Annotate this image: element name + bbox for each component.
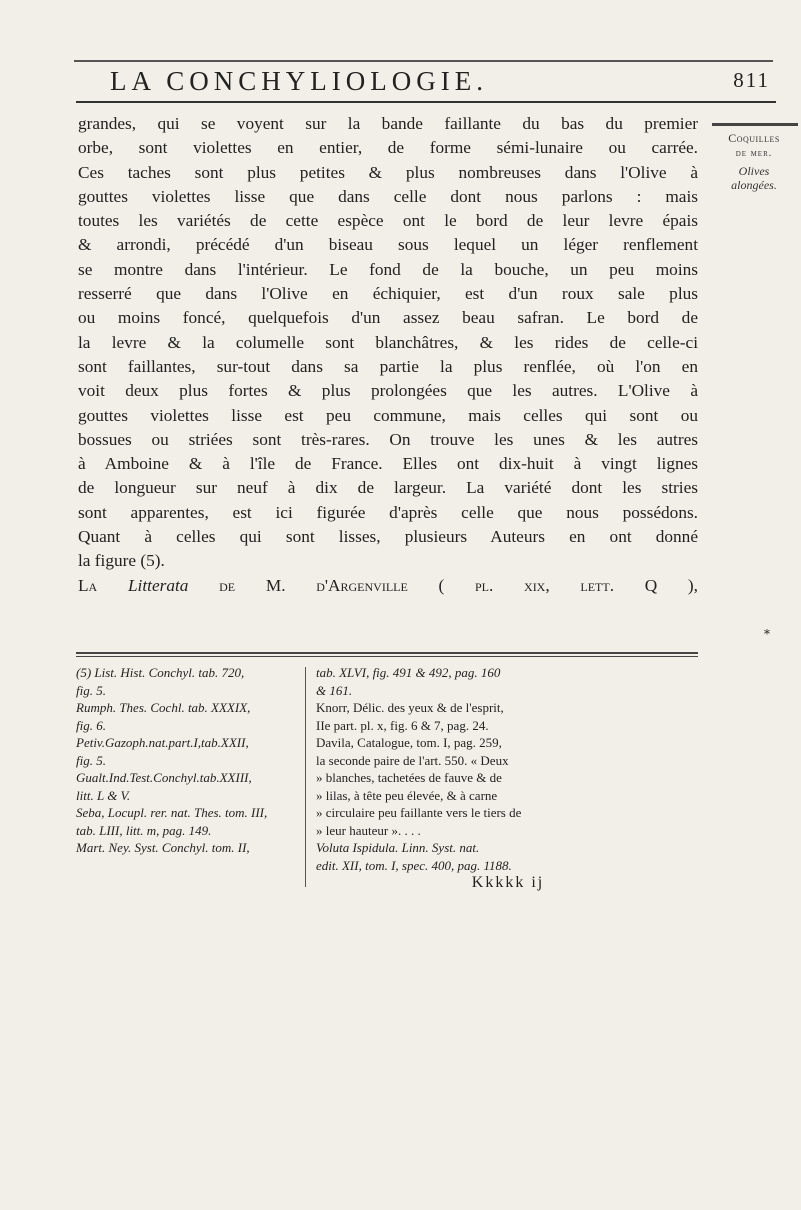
body-line: & arrondi, précédé d'un biseau sous lequel un léger renflement (78, 235, 698, 255)
margin-note-coquilles: Coquilles (728, 131, 780, 145)
body-line: ou moins foncé, quelquefois d'un assez beau safran. Le bord de (78, 308, 698, 328)
margin-ornament (712, 123, 798, 126)
body-line: gouttes violettes lisse est peu commune, mais celles qui sont ou (78, 405, 698, 425)
body-line: la levre & la columelle sont blanchâtres, & les rides de celle-ci (78, 332, 698, 352)
footnote-line: Seba, Locupl. rer. nat. Thes. tom. III, (76, 805, 268, 820)
footnote-line: Voluta Ispidula. Linn. Syst. nat. (316, 840, 480, 855)
footnote-line: & 161. (316, 682, 353, 698)
body-line: Quant à celles qui sont lisses, plusieurs Auteurs en ont donné (78, 527, 698, 547)
footnote-line: » circulaire peu faillante vers le tiers de (316, 805, 522, 820)
footnote-line: edit. XII, tom. I, spec. 400, pag. 1188. (316, 857, 512, 873)
body-line: Ces taches sont plus petites & plus nombreuses dans l'Olive à (78, 162, 698, 182)
footnote-line: litt. L & V. (76, 787, 131, 803)
body-line: de longueur sur neuf à dix de largeur. La variété dont les stries (78, 478, 698, 498)
margin-note-olives: Olives (738, 164, 770, 178)
litterata-name: Litterata (127, 575, 189, 595)
head-rule (76, 101, 776, 103)
footnote-line: » blanches, tachetées de fauve & de (316, 770, 502, 785)
body-text (78, 112, 698, 598)
litterata-prefix: La (78, 575, 128, 595)
footnote-rule (76, 652, 698, 654)
top-rule (74, 60, 773, 62)
body-line: grandes, qui se voyent sur la bande faillante du bas du premier (78, 114, 698, 133)
footnote-line: fig. 6. (76, 717, 106, 733)
footnote-line: fig. 5. (76, 682, 106, 698)
body-line: voit deux plus fortes & plus prolongées que les autres. L'Olive à (78, 381, 698, 401)
footnote-line: tab. LIII, litt. m, pag. 149. (76, 822, 212, 838)
body-line: orbe, sont violettes en entier, de forme sémi-lunaire ou carrée. (78, 138, 698, 158)
body-line: sont apparentes, est ici figurée d'après celle que nous possédons. (78, 502, 698, 522)
body-line-litterata (78, 574, 698, 598)
footnote-line: tab. XLVI, fig. 491 & 492, pag. 160 (316, 665, 501, 680)
body-line: toutes les variétés de cette espèce ont le bord de leur levre épais (78, 211, 698, 231)
footnote-line: Mart. Ney. Syst. Conchyl. tom. II, (76, 840, 250, 855)
body-line: gouttes violettes lisse que dans celle dont nous parlons : mais (78, 186, 698, 206)
footnote-column-divider (305, 667, 306, 887)
footnote-line: » lilas, à tête peu élevée, & à carne (316, 787, 498, 803)
margin-note-de-mer: de mer. (735, 148, 773, 159)
footnote-line: Petiv.Gazoph.nat.part.I,tab.XXII, (76, 735, 249, 750)
footnotes-right-column (316, 664, 700, 892)
page-number: 811 (733, 68, 770, 92)
margin-note-alongees: alongées. (731, 178, 777, 192)
body-line: se montre dans l'intérieur. Le fond de la bouche, un peu moins (78, 259, 698, 279)
body-line: bossues ou striées sont très-rares. On trouve les unes & les autres (78, 429, 698, 449)
signature-mark: Kkkkk ij (471, 874, 545, 891)
footnote-line: Knorr, Délic. des yeux & de l'esprit, (316, 700, 504, 715)
body-line: à Amboine & à l'île de France. Elles ont dix-huit à vingt lignes (78, 454, 698, 474)
footnote-line: fig. 5. (76, 752, 106, 768)
footnote-line: Davila, Catalogue, tom. I, pag. 259, (316, 735, 502, 750)
footnote-line: (5) List. Hist. Conchyl. tab. 720, (76, 665, 245, 680)
body-line: sont faillantes, sur-tout dans sa partie la plus renflée, où l'on en (78, 356, 698, 376)
margin-notes (708, 123, 800, 192)
footnote-line: Rumph. Thes. Cochl. tab. XXXIX, (76, 700, 251, 715)
footnote-line: IIe part. pl. x, fig. 6 & 7, pag. 24. (316, 717, 489, 733)
body-line: la figure (5). (78, 551, 165, 571)
margin-star-mark: * (764, 627, 770, 641)
footnotes-left-column (76, 664, 298, 857)
footnote-line: Gualt.Ind.Test.Conchyl.tab.XXIII, (76, 770, 252, 785)
footnote-line: » leur hauteur ». . . . (316, 822, 421, 838)
footnote-rule-thin (76, 656, 698, 657)
footnote-line: la seconde paire de l'art. 550. « Deux (316, 752, 509, 768)
running-title: LA CONCHYLIOLOGIE. (110, 66, 488, 96)
litterata-suffix: de M. d'Argenville ( pl. xix, lett. Q ), (188, 575, 698, 595)
body-line: resserré que dans l'Olive en échiquier, est d'un roux sale plus (78, 284, 698, 304)
